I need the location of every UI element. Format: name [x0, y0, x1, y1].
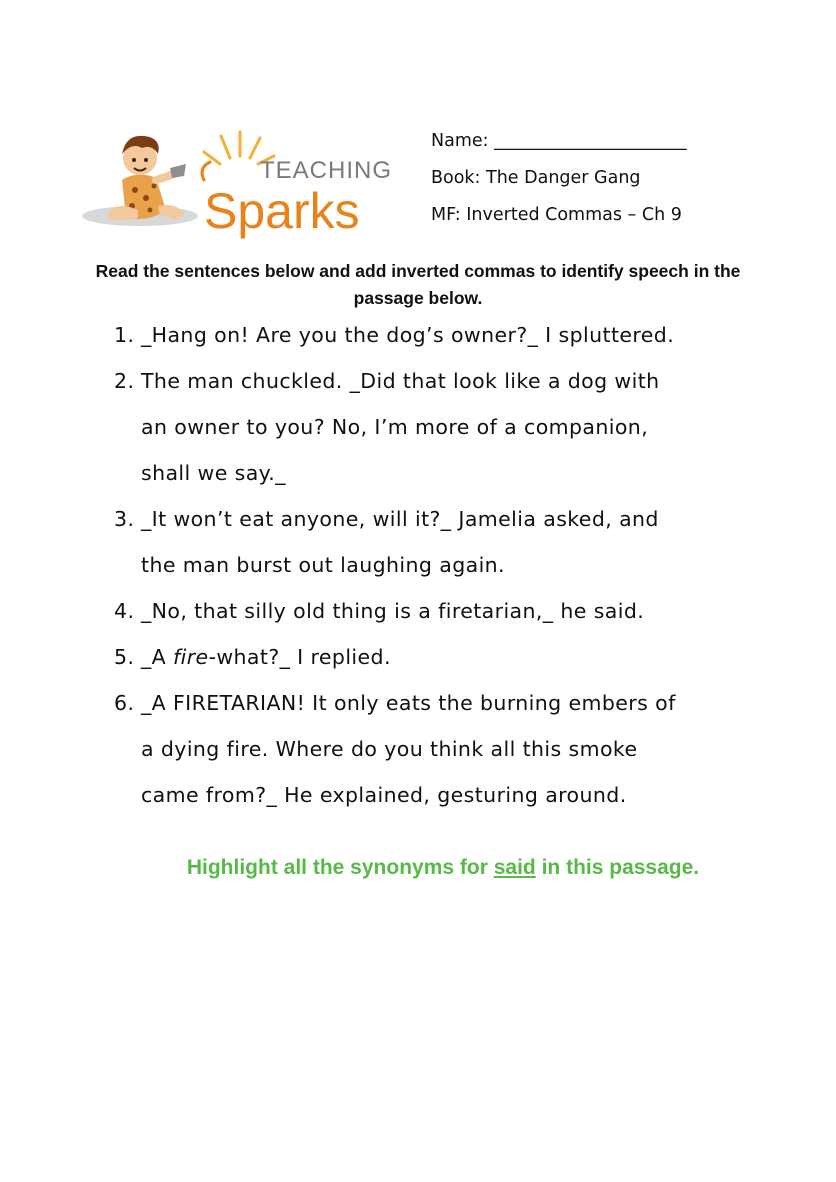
question-list	[114, 312, 764, 818]
highlight-text-after: in this passage.	[535, 856, 700, 879]
question-item	[114, 358, 764, 496]
question-line: _It won’t eat anyone, will it?_ Jamelia asked, and	[141, 507, 659, 531]
logo-teaching-text: TEACHING	[260, 157, 393, 184]
question-item	[114, 680, 764, 818]
question-text-before: _A	[141, 645, 173, 669]
question-number: 1.	[114, 323, 135, 347]
instructions: Read the sentences below and add inverted commas to identify speech in the passage below.	[95, 261, 741, 308]
question-item	[114, 312, 764, 358]
question-line: came from?_ He explained, gesturing around.	[141, 783, 627, 807]
question-line: _No, that silly old thing is a firetarian,_ he said.	[141, 599, 645, 623]
question-number: 6.	[114, 691, 135, 715]
question-number: 3.	[114, 507, 135, 531]
question-item	[114, 588, 764, 634]
question-item	[114, 496, 764, 588]
question-line: The man chuckled. _Did that look like a dog with	[141, 369, 660, 393]
highlight-said-word: said	[493, 856, 536, 879]
name-label: Name: ______________________	[431, 131, 687, 151]
question-line: the man burst out laughing again.	[141, 553, 505, 577]
question-line: shall we say._	[141, 461, 286, 485]
question-number: 2.	[114, 369, 135, 393]
header-info	[431, 127, 687, 238]
mf-label: MF: Inverted Commas – Ch 9	[431, 205, 682, 225]
logo-sparks-text: Sparks	[204, 183, 360, 239]
teaching-sparks-logo	[80, 118, 400, 243]
question-line: _A FIRETARIAN! It only eats the burning embers of	[141, 691, 676, 715]
question-line	[141, 634, 764, 680]
question-line: _Hang on! Are you the dog’s owner?_ I spluttered.	[141, 323, 675, 347]
question-line: an owner to you? No, I’m more of a companion,	[141, 415, 649, 439]
question-item	[114, 634, 764, 680]
highlight-instruction	[0, 856, 836, 880]
question-line: a dying fire. Where do you think all this smoke	[141, 737, 638, 761]
question-number: 5.	[114, 645, 135, 669]
book-label: Book: The Danger Gang	[431, 168, 641, 188]
question-number: 4.	[114, 599, 135, 623]
question-italic-word: fire	[173, 645, 209, 669]
highlight-text-before: Highlight all the synonyms for	[186, 856, 494, 879]
caveman-logo-icon	[80, 118, 400, 243]
question-text-after: -what?_ I replied.	[208, 645, 391, 669]
